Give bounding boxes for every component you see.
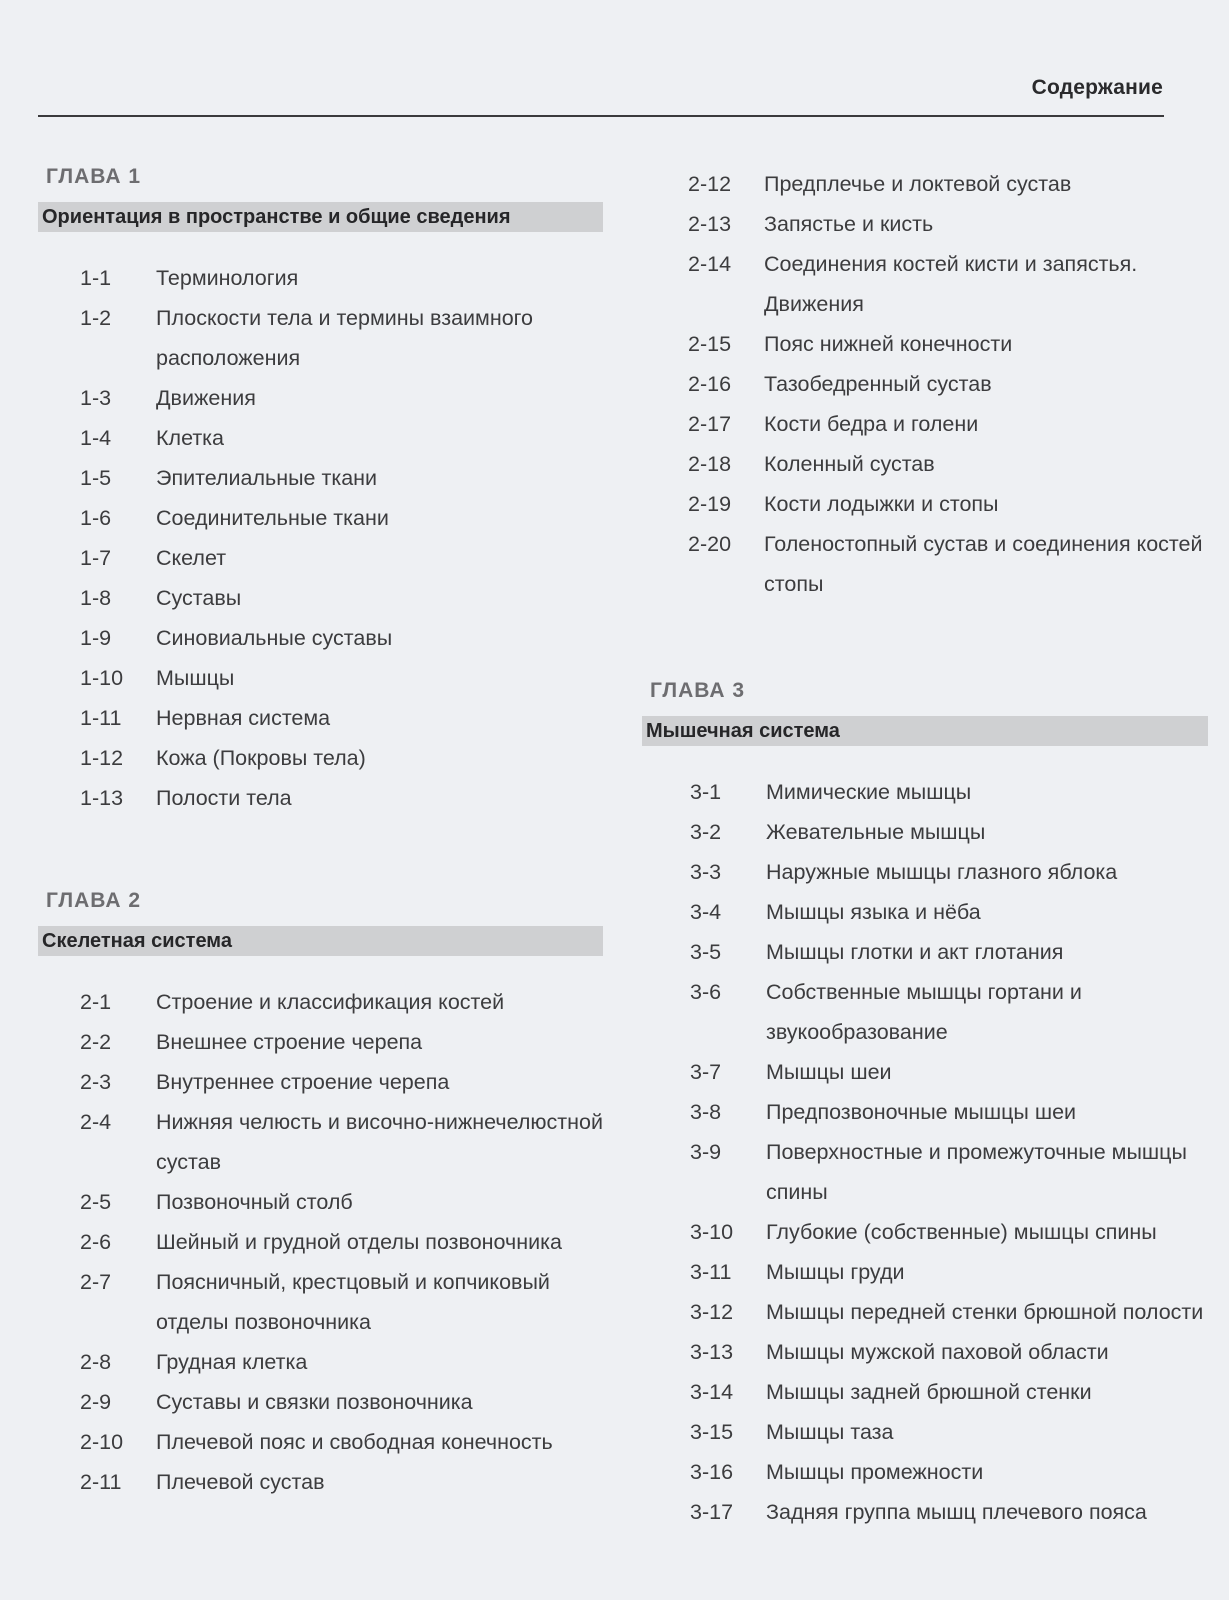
entry-number: 1-8 [80,586,112,610]
entry-list [642,772,1208,1532]
entry-title: Соединительные ткани [156,506,389,530]
toc-entry [38,698,603,738]
entry-title: Полости тела [156,786,292,810]
entry-list [38,258,603,818]
entry-number: 3-17 [690,1500,734,1524]
entry-title: Мышцы языка и нёба [766,900,981,924]
entry-number: 1-6 [80,506,112,530]
entry-title: Грудная клетка [156,1350,308,1374]
entry-title: Пояс нижней конечности [764,332,1013,356]
entry-title: Плоскости тела и термины взаимного расположения [156,306,533,370]
entry-number: 3-3 [690,860,722,884]
toc-entry [38,1462,603,1502]
entry-title: Мышцы мужской паховой области [766,1340,1109,1364]
toc-entry [38,1022,603,1062]
toc-entry [38,538,603,578]
entry-title: Кости лодыжки и стопы [764,492,999,516]
entry-title: Кости бедра и голени [764,412,979,436]
entry-title: Терминология [156,266,299,290]
entry-number: 2-8 [80,1350,112,1374]
entry-title: Мимические мышцы [766,780,972,804]
toc-entry [38,378,603,418]
entry-number: 3-1 [690,780,722,804]
entry-number: 2-14 [688,252,732,276]
chapter-1 [38,164,603,818]
entry-title: Запястье и кисть [764,212,934,236]
entry-title: Мышцы груди [766,1260,905,1284]
entry-number: 3-7 [690,1060,722,1084]
chapter-label: ГЛАВА 2 [46,889,142,912]
entry-list [38,982,603,1502]
toc-entry [642,772,1208,812]
toc-entry [38,258,603,298]
toc-entry [38,458,603,498]
entry-title: Клетка [156,426,224,450]
toc-entry [38,982,603,1022]
toc-entry [38,778,603,818]
entry-list [688,164,1208,604]
entry-title: Наружные мышцы глазного яблока [766,860,1118,884]
entry-title: Нижняя челюсть и височно-нижнечелюстной сустав [156,1110,603,1174]
entry-number: 2-4 [80,1110,112,1134]
entry-title: Шейный и грудной отделы позвоночника [156,1230,562,1254]
toc-entry [642,1412,1208,1452]
entry-number: 3-12 [690,1300,734,1324]
entry-number: 3-16 [690,1460,734,1484]
toc-entry [642,1292,1208,1332]
entry-title: Плечевой пояс и свободная конечность [156,1430,553,1454]
entry-number: 3-2 [690,820,722,844]
toc-entry [642,812,1208,852]
entry-title: Соединения костей кисти и запястья. Движения [764,252,1138,316]
entry-number: 3-11 [690,1260,732,1284]
entry-title: Глубокие (собственные) мышцы спины [766,1220,1157,1244]
entry-title: Плечевой сустав [156,1470,325,1494]
toc-entry [642,1452,1208,1492]
entry-number: 2-12 [688,172,732,196]
toc-entry [38,498,603,538]
entry-title: Внутреннее строение черепа [156,1070,450,1094]
entry-title: Мышцы [156,666,235,690]
entry-number: 1-12 [80,746,124,770]
toc-entry [688,324,1208,364]
entry-title: Мышцы шеи [766,1060,892,1084]
entry-title: Мышцы таза [766,1420,894,1444]
entry-number: 3-6 [690,980,722,1004]
entry-number: 1-11 [80,706,122,730]
entry-title: Суставы [156,586,242,610]
entry-number: 3-9 [690,1140,722,1164]
toc-entry [688,404,1208,444]
toc-entry [38,298,603,378]
toc-entry [38,1102,603,1182]
entry-title: Мышцы промежности [766,1460,984,1484]
entry-title: Коленный сустав [764,452,935,476]
toc-entry [688,164,1208,204]
right-column-continuation [688,164,1208,604]
toc-entry [642,892,1208,932]
entry-title: Эпителиальные ткани [156,466,378,490]
toc-entry [642,1332,1208,1372]
entry-title: Предпозвоночные мышцы шеи [766,1100,1077,1124]
entry-number: 1-4 [80,426,112,450]
header-rule [38,115,1164,117]
entry-title: Кожа (Покровы тела) [156,746,366,770]
entry-number: 1-10 [80,666,124,690]
toc-entry [688,444,1208,484]
entry-title: Нервная система [156,706,331,730]
entry-number: 2-6 [80,1230,112,1254]
entry-title: Голеностопный сустав и соединения костей стопы [764,532,1203,596]
entry-number: 3-14 [690,1380,734,1404]
toc-entry [38,1062,603,1102]
entry-number: 1-7 [80,546,112,570]
running-head: Содержание [1031,76,1163,99]
toc-entry [38,1262,603,1342]
entry-number: 2-2 [80,1030,112,1054]
toc-entry [642,1092,1208,1132]
entry-number: 2-15 [688,332,732,356]
toc-entry [642,1132,1208,1212]
entry-title: Собственные мышцы гортани и звукообразование [766,980,1082,1044]
toc-entry [688,364,1208,404]
chapter-label: ГЛАВА 1 [46,165,142,188]
entry-number: 2-1 [80,990,112,1014]
entry-number: 1-13 [80,786,124,810]
entry-title: Мышцы глотки и акт глотания [766,940,1064,964]
toc-entry [642,1052,1208,1092]
entry-number: 1-9 [80,626,112,650]
entry-number: 2-11 [80,1470,122,1494]
entry-number: 3-13 [690,1340,734,1364]
entry-title: Синовиальные суставы [156,626,393,650]
toc-entry [642,932,1208,972]
toc-entry [642,1252,1208,1292]
chapter-label: ГЛАВА 3 [650,679,746,702]
toc-entry [642,1212,1208,1252]
toc-entry [642,972,1208,1052]
entry-title: Жевательные мышцы [766,820,986,844]
entry-title: Мышцы передней стенки брюшной полости [766,1300,1204,1324]
entry-number: 2-7 [80,1270,112,1294]
entry-number: 1-1 [80,266,112,290]
entry-number: 3-8 [690,1100,722,1124]
chapter-3 [642,678,1208,1532]
chapter-2 [38,888,603,1502]
toc-entry [688,524,1208,604]
entry-number: 1-5 [80,466,112,490]
entry-number: 2-3 [80,1070,112,1094]
chapter-title: Мышечная система [642,716,1208,746]
entry-number: 1-3 [80,386,112,410]
entry-number: 2-16 [688,372,732,396]
entry-title: Задняя группа мышц плечевого пояса [766,1500,1147,1524]
entry-title: Мышцы задней брюшной стенки [766,1380,1092,1404]
left-column [38,164,603,1572]
entry-title: Тазобедренный сустав [764,372,992,396]
toc-entry [38,1222,603,1262]
entry-title: Внешнее строение черепа [156,1030,423,1054]
entry-title: Движения [156,386,256,410]
toc-entry [38,1422,603,1462]
toc-entry [38,578,603,618]
toc-entry [38,1382,603,1422]
toc-entry [642,1492,1208,1532]
entry-number: 2-18 [688,452,732,476]
chapter-title: Скелетная система [38,926,603,956]
chapter-title: Ориентация в пространстве и общие сведения [38,202,603,232]
entry-title: Поверхностные и промежуточные мышцы спины [766,1140,1187,1204]
entry-number: 3-5 [690,940,722,964]
entry-title: Суставы и связки позвоночника [156,1390,473,1414]
entry-title: Поясничный, крестцовый и копчиковый отделы позвоночника [156,1270,550,1334]
entry-number: 2-17 [688,412,732,436]
entry-number: 3-15 [690,1420,734,1444]
toc-entry [38,1342,603,1382]
entry-title: Строение и классификация костей [156,990,505,1014]
toc-entry [642,1372,1208,1412]
toc-entry [38,618,603,658]
toc-entry [38,1182,603,1222]
toc-entry [688,204,1208,244]
entry-title: Скелет [156,546,227,570]
toc-entry [688,244,1208,324]
entry-number: 3-10 [690,1220,734,1244]
entry-title: Позвоночный столб [156,1190,353,1214]
entry-number: 2-9 [80,1390,112,1414]
toc-entry [642,852,1208,892]
entry-number: 2-19 [688,492,732,516]
entry-number: 2-10 [80,1430,124,1454]
entry-number: 2-20 [688,532,732,556]
entry-number: 1-2 [80,306,112,330]
toc-entry [38,658,603,698]
toc-entry [38,418,603,458]
entry-number: 2-5 [80,1190,112,1214]
toc-entry [38,738,603,778]
entry-title: Предплечье и локтевой сустав [764,172,1072,196]
entry-number: 3-4 [690,900,722,924]
toc-entry [688,484,1208,524]
entry-number: 2-13 [688,212,732,236]
